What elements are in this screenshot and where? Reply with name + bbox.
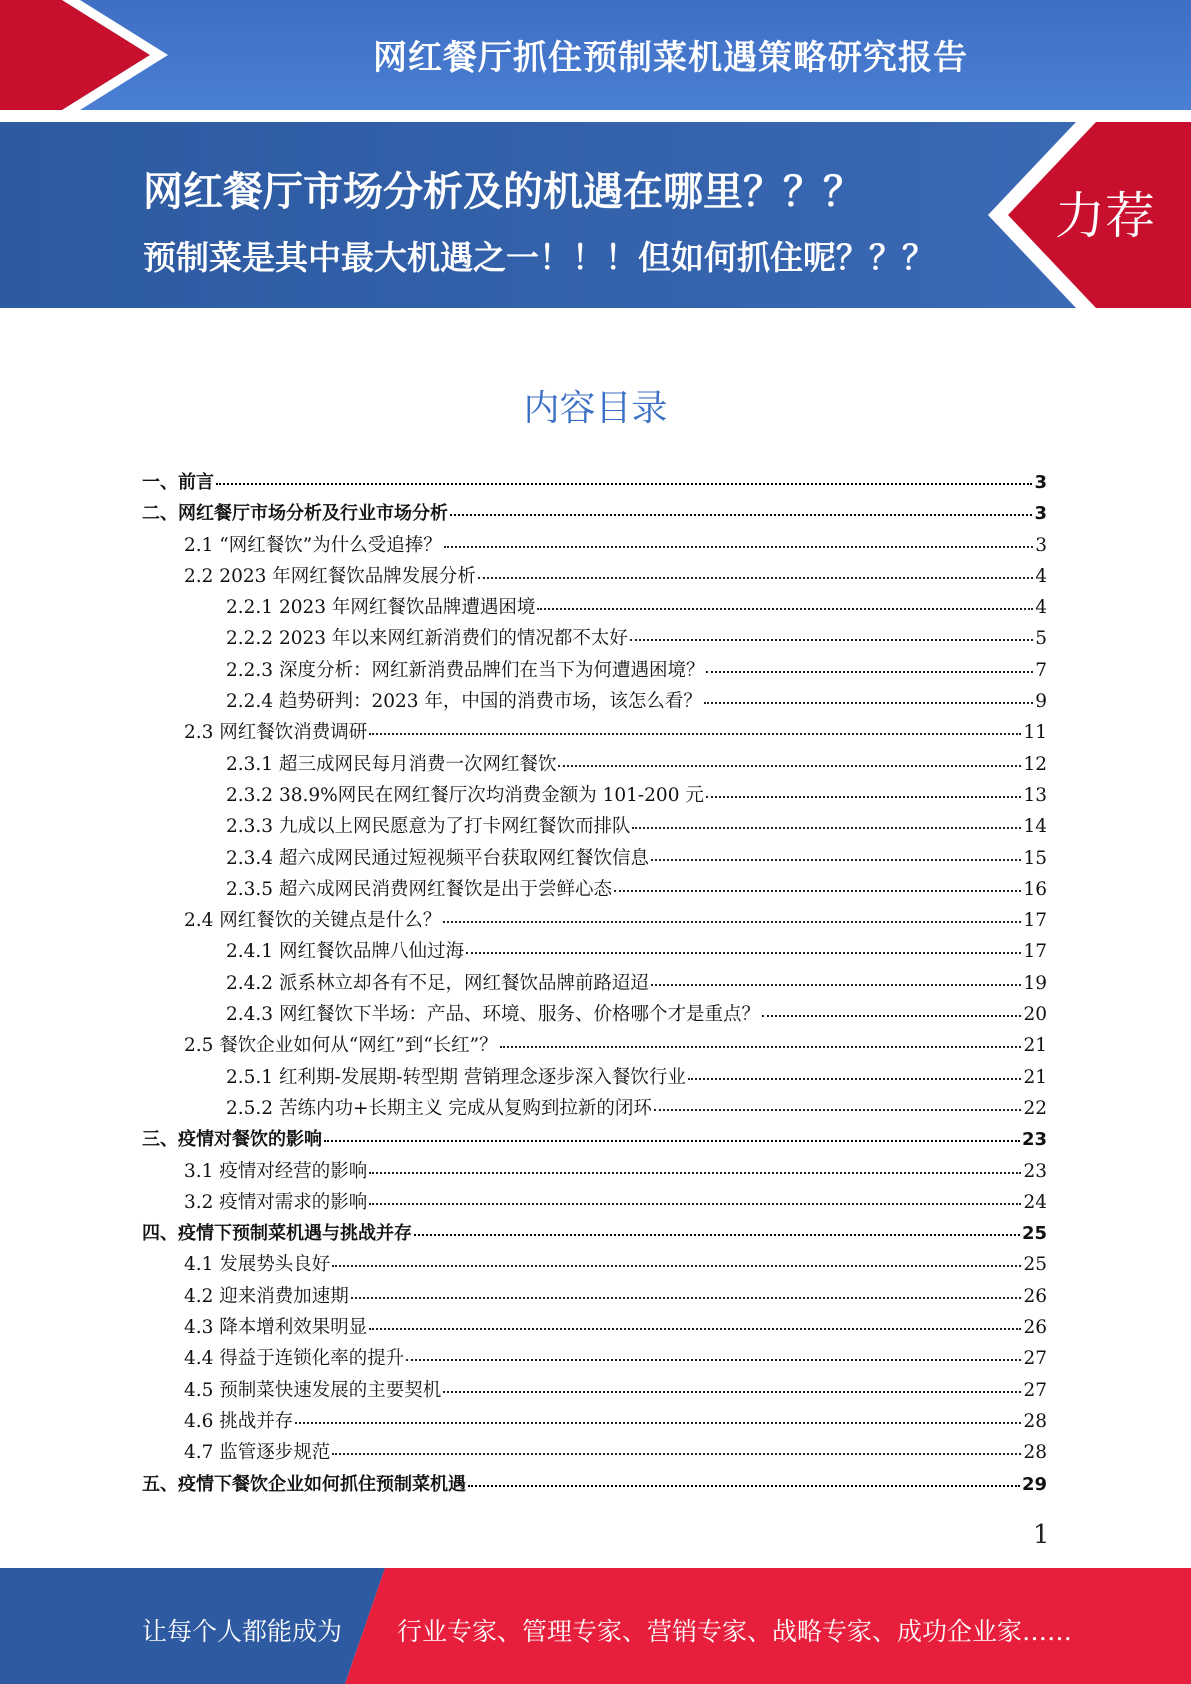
footer-slogan: 让每个人都能成为 <box>142 1617 343 1646</box>
toc-entry[interactable]: 2.3.2 38.9%网民在网红餐厅次均消费金额为 101-200 元 13 <box>226 784 1047 806</box>
toc-entry[interactable]: 二、网红餐厅市场分析及行业市场分析 3 <box>142 503 1047 525</box>
toc-entry[interactable]: 2.3.4 超六成网民通过短视频平台获取网红餐饮信息 15 <box>226 847 1047 869</box>
recommend-badge: 力荐 <box>1055 187 1155 245</box>
toc-entry[interactable]: 2.4.1 网红餐饮品牌八仙过海 17 <box>226 941 1047 963</box>
toc-entry[interactable]: 2.5.2 苦练内功+长期主义 完成从复购到拉新的闭环 22 <box>226 1097 1047 1119</box>
toc-entry[interactable]: 四、疫情下预制菜机遇与挑战并存 25 <box>142 1223 1047 1245</box>
toc-entry[interactable]: 2.3 网红餐饮消费调研 11 <box>184 722 1047 744</box>
toc-entry[interactable]: 3.2 疫情对需求的影响 24 <box>184 1191 1047 1213</box>
top-banner <box>0 0 1191 110</box>
toc-entry[interactable]: 2.5.1 红利期-发展期-转型期 营销理念逐步深入餐饮行业 21 <box>226 1066 1047 1088</box>
toc-entry[interactable]: 4.7 监管逐步规范 28 <box>184 1442 1047 1464</box>
toc-entry[interactable]: 4.6 挑战并存 28 <box>184 1410 1047 1432</box>
toc-entry[interactable]: 2.2 2023 年网红餐饮品牌发展分析 4 <box>184 565 1047 587</box>
toc-entry[interactable]: 4.2 迎来消费加速期 26 <box>184 1285 1047 1307</box>
toc-entry[interactable]: 4.4 得益于连锁化率的提升 27 <box>184 1348 1047 1370</box>
toc-entry[interactable]: 4.1 发展势头良好 25 <box>184 1254 1047 1276</box>
toc-title: 内容目录 <box>523 388 668 429</box>
toc-entry[interactable]: 2.2.1 2023 年网红餐饮品牌遭遇困境 4 <box>226 597 1047 619</box>
toc-entry[interactable]: 2.4 网红餐饮的关键点是什么？ 17 <box>184 910 1047 932</box>
toc-entry[interactable]: 五、疫情下餐饮企业如何抓住预制菜机遇 29 <box>142 1473 1047 1495</box>
page-number: 1 <box>1033 1520 1050 1550</box>
toc-entry[interactable]: 2.5 餐饮企业如何从“网红”到“长红”？ 21 <box>184 1035 1047 1057</box>
toc-entry[interactable]: 2.4.3 网红餐饮下半场：产品、环境、服务、价格哪个才是重点？ 20 <box>226 1004 1047 1026</box>
table-of-contents <box>142 468 1047 1501</box>
toc-entry[interactable]: 2.3.1 超三成网民每月消费一次网红餐饮 12 <box>226 753 1047 775</box>
toc-entry[interactable]: 2.1 “网红餐饮”为什么受追捧？ 3 <box>184 534 1047 556</box>
toc-entry[interactable]: 2.2.3 深度分析：网红新消费品牌们在当下为何遭遇困境？ 7 <box>226 659 1047 681</box>
toc-entry[interactable]: 2.3.5 超六成网民消费网红餐饮是出于尝鲜心态 16 <box>226 878 1047 900</box>
toc-entry[interactable]: 4.5 预制菜快速发展的主要契机 27 <box>184 1379 1047 1401</box>
toc-entry[interactable]: 2.3.3 九成以上网民愿意为了打卡网红餐饮而排队 14 <box>226 816 1047 838</box>
headline-question: 网红餐厅市场分析及的机遇在哪里？？？ <box>143 169 863 215</box>
toc-entry[interactable]: 3.1 疫情对经营的影响 23 <box>184 1160 1047 1182</box>
toc-entry[interactable]: 4.3 降本增利效果明显 26 <box>184 1317 1047 1339</box>
toc-entry[interactable]: 三、疫情对餐饮的影响 23 <box>142 1129 1047 1151</box>
footer-roles: 行业专家、管理专家、营销专家、战略专家、成功企业家…… <box>397 1617 1073 1646</box>
toc-entry[interactable]: 2.4.2 派系林立却各有不足，网红餐饮品牌前路迢迢 19 <box>226 972 1047 994</box>
footer-banner <box>0 1568 1191 1684</box>
toc-entry[interactable]: 2.2.2 2023 年以来网红新消费们的情况都不太好 5 <box>226 628 1047 650</box>
toc-entry[interactable]: 一、前言 3 <box>142 472 1047 493</box>
headline-opportunity: 预制菜是其中最大机遇之一！！！但如何抓住呢？？？ <box>143 238 935 277</box>
toc-entry[interactable]: 2.2.4 趋势研判：2023 年，中国的消费市场，该怎么看？ 9 <box>226 691 1047 713</box>
report-title: 网红餐厅抓住预制菜机遇策略研究报告 <box>373 37 968 78</box>
